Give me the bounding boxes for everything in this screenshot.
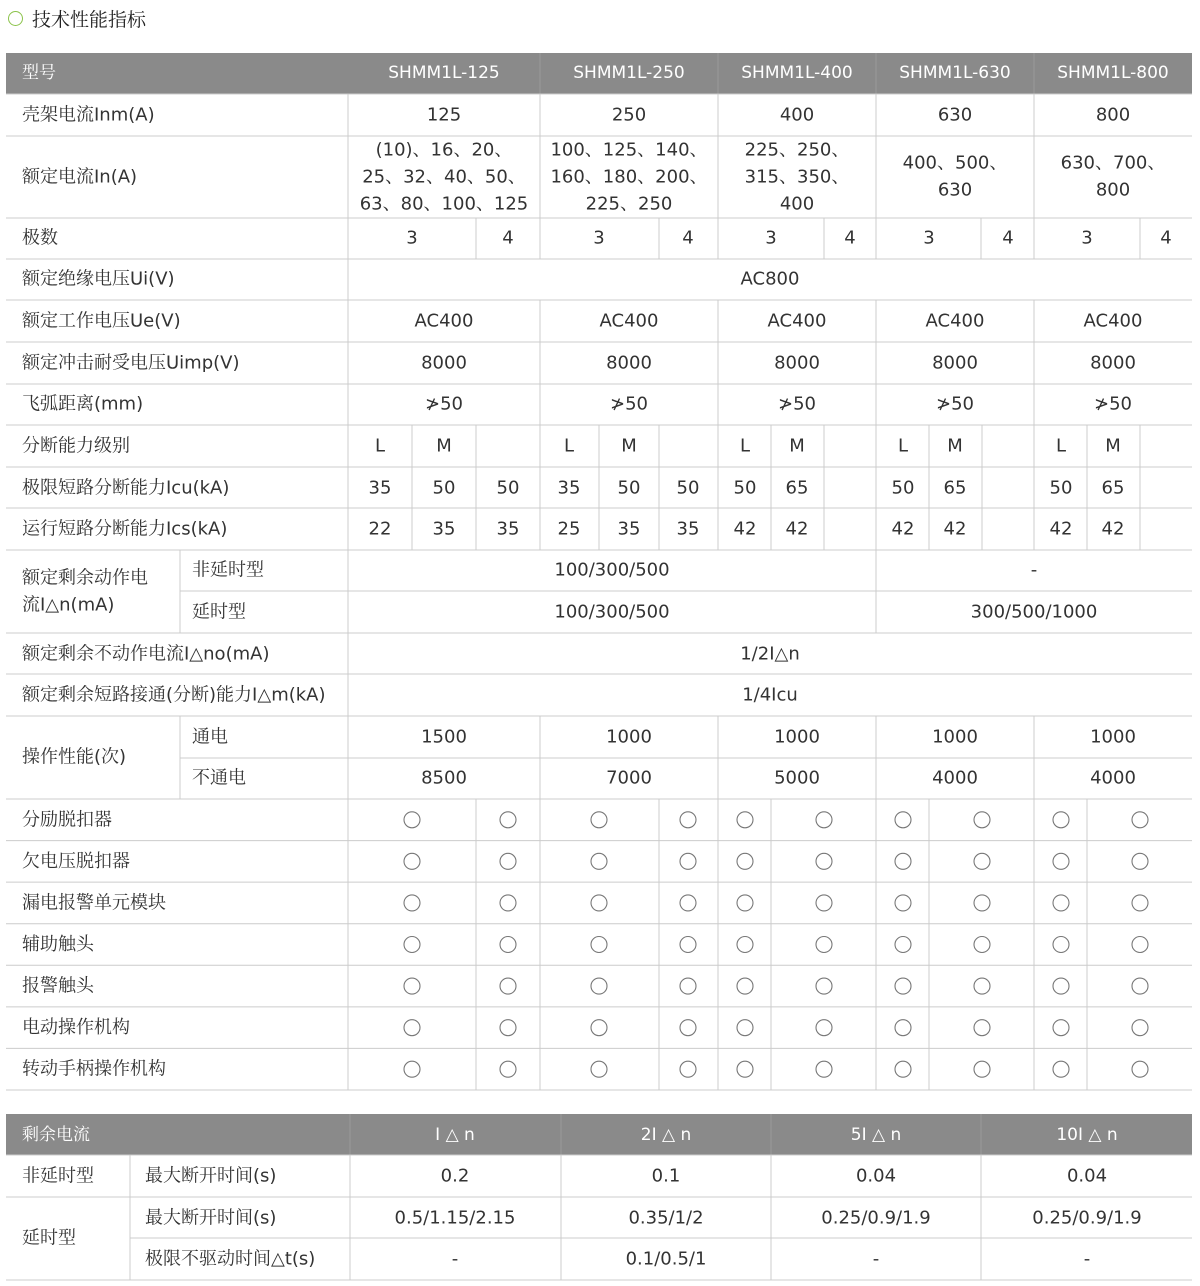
option-circle-icon (895, 895, 911, 911)
residual-delay-value: - (872, 1248, 880, 1270)
breaking_level-value: L (897, 435, 909, 457)
delay-value: 100/300/500 (554, 601, 670, 623)
residual-non-delay-label: 非延时型 (22, 1165, 94, 1187)
option-circle-icon (974, 1020, 990, 1036)
option-circle-icon (680, 978, 696, 994)
option-circle-icon (500, 937, 516, 953)
breaking_level-value: L (1055, 435, 1067, 457)
poles-value: 4 (1160, 227, 1172, 249)
breaking_level-value: L (374, 435, 386, 457)
rated-current-value: 630、700、 (1060, 152, 1166, 174)
unpowered-value: 7000 (606, 767, 652, 789)
frame-current-value: 125 (426, 104, 462, 126)
option-circle-icon (737, 895, 753, 911)
ue-label: 额定工作电压Ue(V) (22, 310, 181, 332)
uimp-value: 8000 (606, 352, 652, 374)
option-circle-icon (895, 812, 911, 828)
residual-delay-value: 0.25/0.9/1.9 (821, 1207, 931, 1229)
option-circle-icon (404, 937, 420, 953)
rated-current-value: (10)、16、20、 (375, 139, 513, 161)
option-circle-icon (591, 1020, 607, 1036)
option-circle-icon (500, 1061, 516, 1077)
option-circle-icon (974, 853, 990, 869)
ue-value: AC400 (767, 310, 827, 332)
breaking_level-value: L (739, 435, 751, 457)
accessory-label: 报警触头 (22, 975, 94, 997)
powered-label: 通电 (192, 726, 228, 748)
arc-value: ≯50 (1094, 393, 1132, 415)
uimp-value: 8000 (1090, 352, 1136, 374)
option-circle-icon (404, 812, 420, 828)
residual-non-delay-sub: 最大断开时间(s) (145, 1165, 277, 1187)
option-circle-icon (591, 853, 607, 869)
residual-header-col: 5I △ n (850, 1125, 902, 1145)
non-delay-value: 100/300/500 (554, 559, 670, 581)
option-circle-icon (974, 1061, 990, 1077)
unpowered-label: 不通电 (192, 767, 246, 789)
rated-current-value: 25、32、40、50、 (362, 166, 526, 188)
ics-value: 42 (1049, 518, 1073, 540)
frame-current-value: 400 (779, 104, 815, 126)
option-circle-icon (1132, 937, 1148, 953)
breaking_level-value: M (1105, 435, 1121, 457)
accessory-label: 分励脱扣器 (22, 809, 112, 831)
ics-label: 运行短路分断能力Ics(kA) (22, 518, 228, 540)
make-break-label: 额定剩余短路接通(分断)能力I△m(kA) (22, 684, 326, 706)
operations-label: 操作性能(次) (22, 746, 127, 768)
residual-delay-value: - (1083, 1248, 1091, 1270)
poles-value: 4 (1002, 227, 1014, 249)
accessory-label: 欠电压脱扣器 (22, 850, 130, 872)
arc-value: ≯50 (778, 393, 816, 415)
option-circle-icon (680, 853, 696, 869)
option-circle-icon (737, 978, 753, 994)
option-circle-icon (680, 1061, 696, 1077)
accessory-label: 电动操作机构 (22, 1017, 130, 1039)
no-trip-label: 额定剩余不动作电流I△no(mA) (22, 643, 270, 665)
residual-header-label: 剩余电流 (22, 1125, 90, 1145)
residual-delay-value: 0.5/1.15/2.15 (394, 1207, 516, 1229)
icu-value: 65 (943, 477, 967, 499)
rated-current-value: 63、80、100、125 (359, 193, 529, 215)
option-circle-icon (1053, 978, 1069, 994)
option-circle-icon (974, 978, 990, 994)
residual-non-delay-value: 0.2 (440, 1165, 470, 1187)
icu-value: 50 (891, 477, 915, 499)
arc-value: ≯50 (936, 393, 974, 415)
accessory-label: 漏电报警单元模块 (22, 892, 166, 914)
residual-header-col: 2I △ n (640, 1125, 692, 1145)
option-circle-icon (680, 1020, 696, 1036)
option-circle-icon (816, 812, 832, 828)
uimp-value: 8000 (421, 352, 467, 374)
option-circle-icon (1053, 853, 1069, 869)
poles-value: 3 (406, 227, 418, 249)
option-circle-icon (895, 978, 911, 994)
option-circle-icon (1053, 812, 1069, 828)
option-circle-icon (591, 812, 607, 828)
header-model-1: SHMM1L-125 (388, 63, 500, 83)
rated-current-value: 315、350、 (744, 166, 850, 188)
non-delay-value: - (1030, 559, 1038, 581)
ics-value: 42 (733, 518, 757, 540)
option-circle-icon (404, 1061, 420, 1077)
option-circle-icon (737, 853, 753, 869)
residual-header-col: 10I △ n (1056, 1125, 1118, 1145)
option-circle-icon (737, 1061, 753, 1077)
delay-label: 延时型 (192, 601, 246, 623)
option-circle-icon (1053, 937, 1069, 953)
residual-delay-label: 延时型 (22, 1227, 76, 1249)
arc-value: ≯50 (425, 393, 463, 415)
residual-current-label: 额定剩余动作电 (22, 567, 148, 589)
residual-delay-value: 0.35/1/2 (628, 1207, 704, 1229)
frame-current-value: 630 (937, 104, 973, 126)
ics-value: 42 (785, 518, 809, 540)
poles-value: 3 (1081, 227, 1093, 249)
powered-value: 1500 (421, 726, 467, 748)
poles-value: 4 (682, 227, 694, 249)
accessory-label: 转动手柄操作机构 (22, 1058, 166, 1080)
no-trip-value: 1/2I△n (740, 643, 800, 665)
option-circle-icon (500, 895, 516, 911)
option-circle-icon (1053, 1020, 1069, 1036)
option-circle-icon (404, 978, 420, 994)
section-title-text: 技术性能指标 (32, 8, 147, 31)
breaking_level-value: M (436, 435, 452, 457)
non-delay-label: 非延时型 (192, 559, 264, 581)
option-circle-icon (1132, 1020, 1148, 1036)
option-circle-icon (1053, 895, 1069, 911)
header-model-4: SHMM1L-630 (899, 63, 1011, 83)
powered-value: 1000 (606, 726, 652, 748)
residual-delay-sub: 极限不驱动时间△t(s) (145, 1248, 316, 1270)
ics-value: 35 (676, 518, 700, 540)
option-circle-icon (1132, 853, 1148, 869)
icu-value: 50 (617, 477, 641, 499)
option-circle-icon (404, 1020, 420, 1036)
rated-current-value: 100、125、140、 (550, 139, 708, 161)
powered-value: 1000 (774, 726, 820, 748)
ics-value: 35 (617, 518, 641, 540)
uimp-label: 额定冲击耐受电压Uimp(V) (22, 352, 240, 374)
rated-current-value: 400、500、 (902, 152, 1008, 174)
breaking_level-value: M (947, 435, 963, 457)
ics-value: 25 (557, 518, 581, 540)
breaking_level-label: 分断能力级别 (22, 435, 130, 457)
option-circle-icon (895, 1061, 911, 1077)
header-model-3: SHMM1L-400 (741, 63, 853, 83)
rated-current-value: 400 (779, 193, 815, 215)
unpowered-value: 8500 (421, 767, 467, 789)
breaking_level-value: M (621, 435, 637, 457)
option-circle-icon (591, 895, 607, 911)
unpowered-value: 5000 (774, 767, 820, 789)
icu-value: 50 (676, 477, 700, 499)
icu-value: 50 (496, 477, 520, 499)
option-circle-icon (895, 1020, 911, 1036)
rated-current-value: 800 (1095, 179, 1131, 201)
ics-value: 42 (891, 518, 915, 540)
make-break-value: 1/4Icu (742, 684, 798, 706)
icu-value: 65 (1101, 477, 1125, 499)
option-circle-icon (974, 895, 990, 911)
option-circle-icon (1132, 812, 1148, 828)
residual-header-bg (6, 1114, 1192, 1155)
option-circle-icon (895, 937, 911, 953)
residual-delay-sub: 最大断开时间(s) (145, 1207, 277, 1229)
residual-delay-value: 0.1/0.5/1 (625, 1248, 707, 1270)
ics-value: 22 (368, 518, 392, 540)
icu-value: 35 (557, 477, 581, 499)
header-model-label: 型号 (22, 63, 56, 83)
rated-current-value: 160、180、200、 (550, 166, 708, 188)
icu-value: 35 (368, 477, 392, 499)
ue-value: AC400 (925, 310, 985, 332)
icu-value: 65 (785, 477, 809, 499)
option-circle-icon (737, 812, 753, 828)
poles-label: 极数 (22, 227, 58, 249)
option-circle-icon (816, 853, 832, 869)
powered-value: 1000 (1090, 726, 1136, 748)
ue-value: AC400 (414, 310, 474, 332)
ui-label: 额定绝缘电压Ui(V) (22, 268, 175, 290)
poles-value: 4 (844, 227, 856, 249)
residual-non-delay-value: 0.04 (1066, 1165, 1108, 1187)
uimp-value: 8000 (774, 352, 820, 374)
option-circle-icon (974, 812, 990, 828)
rated-current-value: 225、250、 (744, 139, 850, 161)
accessory-label: 辅助触头 (22, 934, 94, 955)
option-circle-icon (404, 895, 420, 911)
option-circle-icon (1132, 978, 1148, 994)
poles-value: 3 (593, 227, 605, 249)
icu-value: 50 (432, 477, 456, 499)
frame-current-value: 250 (611, 104, 647, 126)
icu-label: 极限短路分断能力Icu(kA) (22, 477, 230, 499)
option-circle-icon (816, 978, 832, 994)
option-circle-icon (816, 895, 832, 911)
delay-value: 300/500/1000 (970, 601, 1098, 623)
option-circle-icon (895, 853, 911, 869)
option-circle-icon (737, 937, 753, 953)
residual-current-label: 流I△n(mA) (22, 594, 115, 616)
ue-value: AC400 (1083, 310, 1143, 332)
ics-value: 35 (432, 518, 456, 540)
icu-value: 50 (1049, 477, 1073, 499)
ics-value: 42 (943, 518, 967, 540)
frame-current-label: 壳架电流Inm(A) (22, 104, 155, 126)
rated-current-label: 额定电流In(A) (22, 166, 138, 188)
residual-non-delay-value: 0.04 (855, 1165, 897, 1187)
option-circle-icon (1132, 895, 1148, 911)
option-circle-icon (591, 1061, 607, 1077)
unpowered-value: 4000 (932, 767, 978, 789)
option-circle-icon (591, 937, 607, 953)
option-circle-icon (500, 1020, 516, 1036)
option-circle-icon (816, 937, 832, 953)
ue-value: AC400 (599, 310, 659, 332)
residual-non-delay-value: 0.1 (651, 1165, 681, 1187)
option-circle-icon (816, 1061, 832, 1077)
option-circle-icon (737, 1020, 753, 1036)
rated-current-value: 225、250 (585, 193, 673, 215)
option-circle-icon (1132, 1061, 1148, 1077)
option-circle-icon (680, 937, 696, 953)
poles-value: 3 (923, 227, 935, 249)
option-circle-icon (591, 978, 607, 994)
residual-delay-value: - (451, 1248, 459, 1270)
arc-value: ≯50 (610, 393, 648, 415)
ics-value: 35 (496, 518, 520, 540)
breaking_level-value: M (789, 435, 805, 457)
header-model-2: SHMM1L-250 (573, 63, 685, 83)
option-circle-icon (500, 978, 516, 994)
option-circle-icon (816, 1020, 832, 1036)
unpowered-value: 4000 (1090, 767, 1136, 789)
frame-current-value: 800 (1095, 104, 1131, 126)
option-circle-icon (404, 853, 420, 869)
powered-value: 1000 (932, 726, 978, 748)
option-circle-icon (974, 937, 990, 953)
poles-value: 4 (502, 227, 514, 249)
poles-value: 3 (765, 227, 777, 249)
option-circle-icon (680, 895, 696, 911)
header-model-5: SHMM1L-800 (1057, 63, 1169, 83)
residual-header-col: I △ n (435, 1125, 475, 1145)
option-circle-icon (500, 853, 516, 869)
rated-current-value: 630 (937, 179, 973, 201)
option-circle-icon (680, 812, 696, 828)
residual-delay-value: 0.25/0.9/1.9 (1032, 1207, 1142, 1229)
uimp-value: 8000 (932, 352, 978, 374)
option-circle-icon (1053, 1061, 1069, 1077)
arc-label: 飞弧距离(mm) (22, 393, 144, 415)
ui-value: AC800 (740, 268, 800, 290)
icu-value: 50 (733, 477, 757, 499)
breaking_level-value: L (563, 435, 575, 457)
option-circle-icon (500, 812, 516, 828)
ics-value: 42 (1101, 518, 1125, 540)
